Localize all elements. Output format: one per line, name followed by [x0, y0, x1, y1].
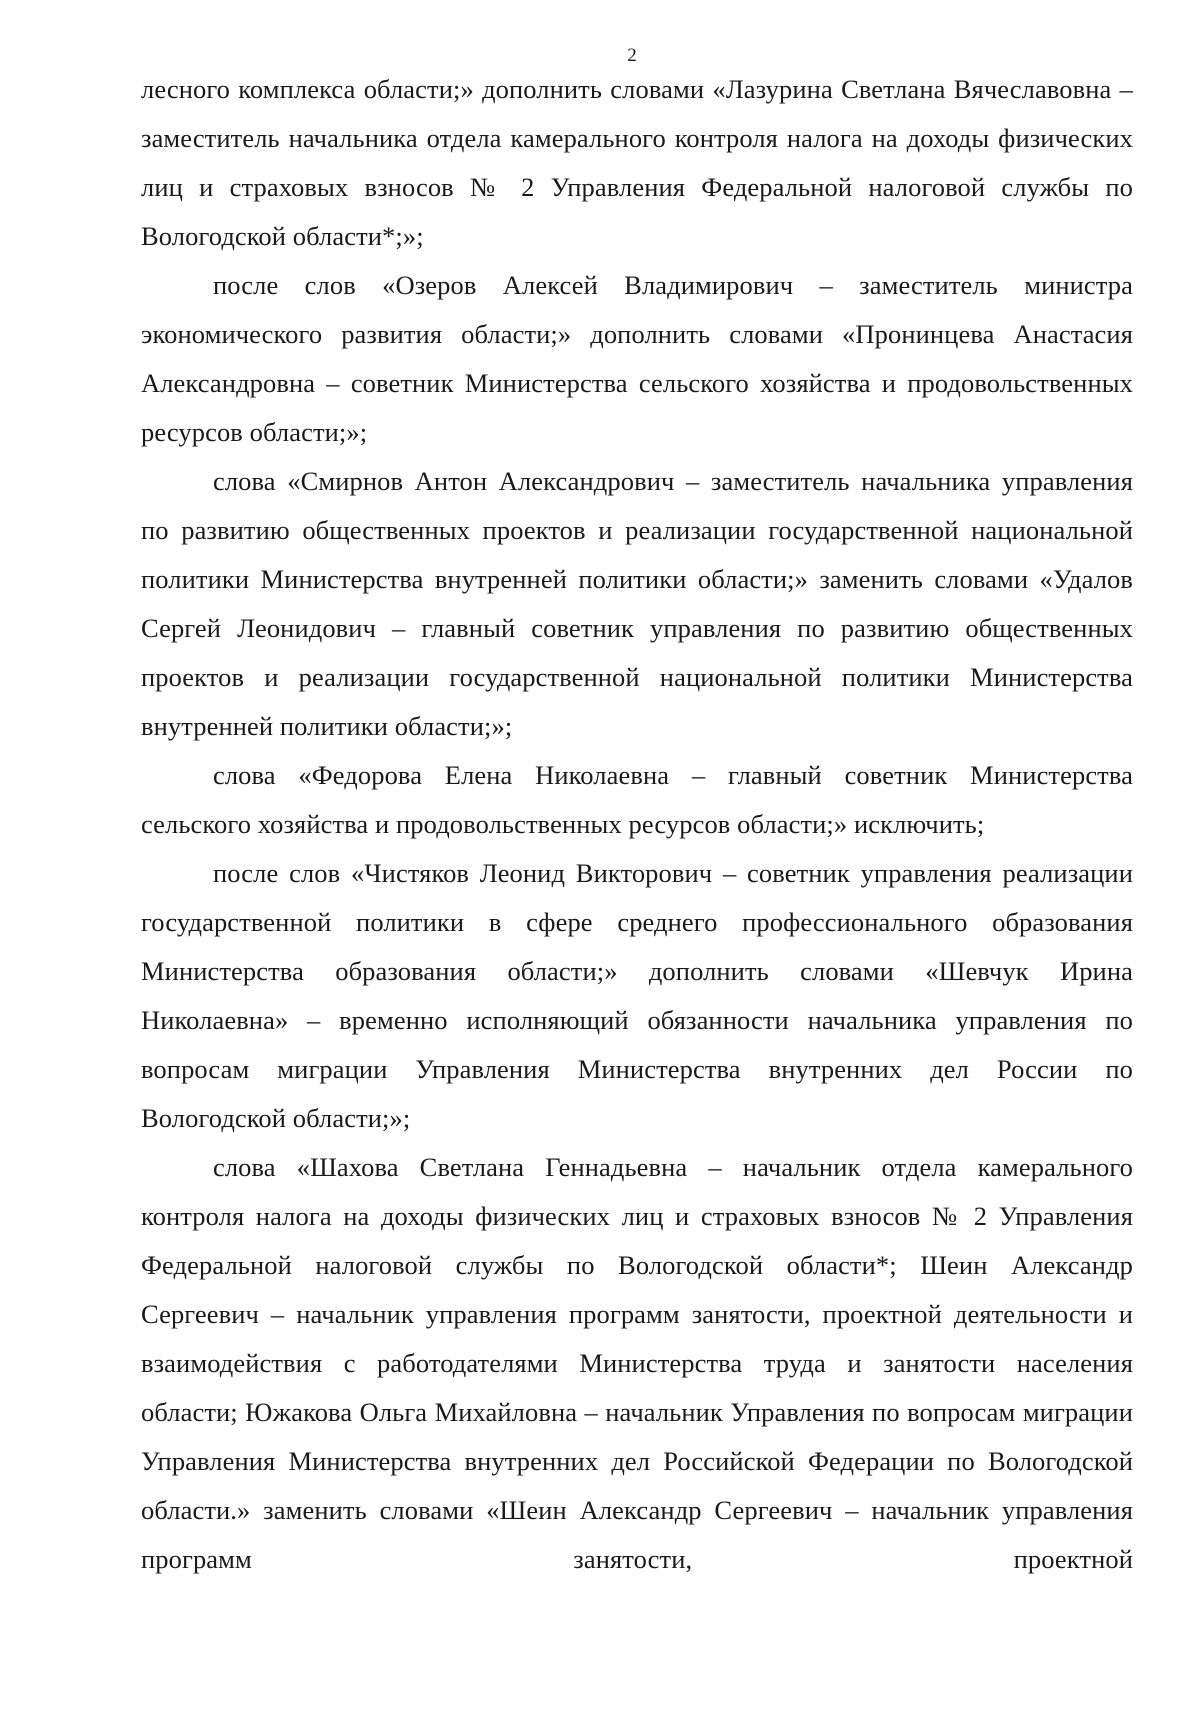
paragraph-3: слова «Смирнов Антон Александрович – заместитель начальника управления по развитию общественных проектов и реализации государственной национальной политики Министерства внутренней политики области;» заменить словами «Удалов Сергей Леонидович – главный советник управления по развитию общественных проектов и реализации государственной национальной политики Министерства внутренней политики области;»;: [141, 466, 1133, 741]
paragraph-6: слова «Шахова Светлана Геннадьевна – начальник отдела камерального контроля налога на доходы физических лиц и страховых взносов № 2 Управления Федеральной налоговой службы по Вологодской области*; Шеин Александр Сергеевич – начальник управления программ занятости, проектной деятельности и взаимодействия с работодателями Министерства труда и занятости населения области; Южакова Ольга Михайловна – начальник Управления по вопросам миграции Управления Министерства внутренних дел Российской Федерации по Вологодской области.» заменить словами «Шеин Александр Сергеевич – начальник управления программ занятости, проектной: [141, 1152, 1133, 1574]
paragraph-4: слова «Федорова Елена Николаевна – главный советник Министерства сельского хозяйства и продовольственных ресурсов области;» исключить;: [141, 760, 1133, 839]
document-body: [141, 65, 1133, 1584]
paragraph-2: после слов «Озеров Алексей Владимирович – заместитель министра экономического развития области;» дополнить словами «Прoнинцева Анастасия Александровна – советник Министерства сельского хозяйства и продовольственных ресурсов области;»;: [141, 270, 1133, 447]
paragraph-5: после слов «Чистяков Леонид Викторович – советник управления реализации государственной политики в сфере среднего профессионального образования Министерства образования области;» дополнить словами «Шевчук Ирина Николаевна» – временно исполняющий обязанности начальника управления по вопросам миграции Управления Министерства внутренних дел России по Вологодской области;»;: [141, 858, 1133, 1133]
paragraph-1: лесного комплекса области;» дополнить словами «Лазурина Светлана Вячеславовна – заместитель начальника отдела камерального контроля налога на доходы физических лиц и страховых взносов № 2 Управления Федеральной налоговой службы по Вологодской области*;»;: [141, 74, 1133, 251]
page-number: 2: [627, 45, 637, 66]
